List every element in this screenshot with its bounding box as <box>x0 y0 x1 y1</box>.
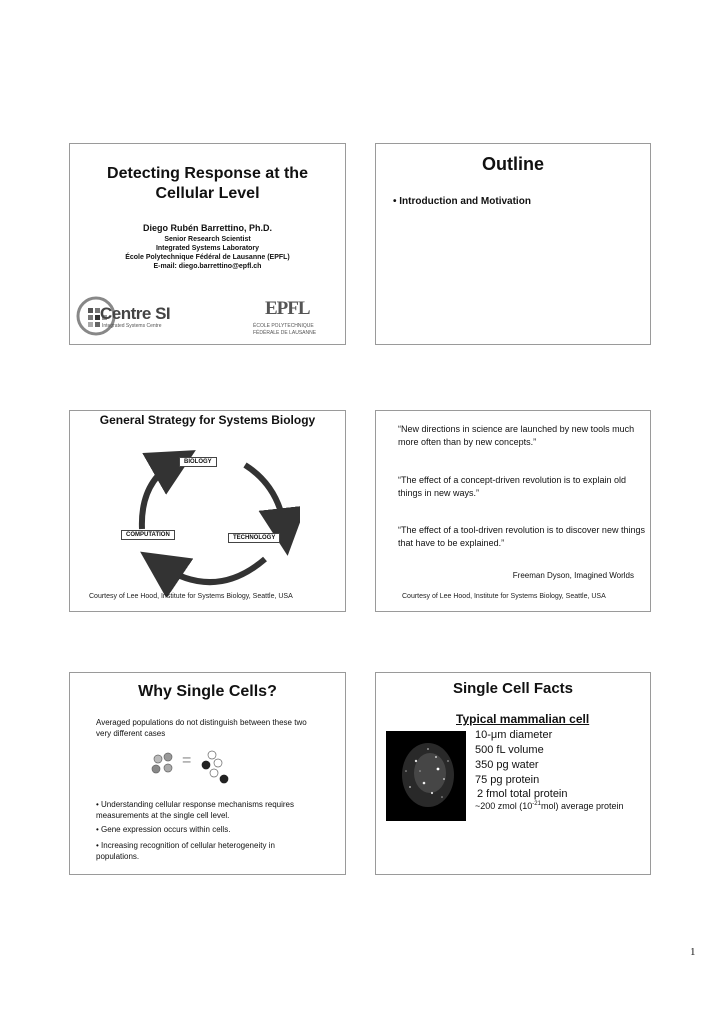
cell-micrograph-image <box>386 731 466 821</box>
why-single-cells-title: Why Single Cells? <box>138 683 277 700</box>
centre-si-logo <box>76 296 206 338</box>
cell-micrograph <box>386 731 466 821</box>
epfl-logo-sub1: ÉCOLE POLYTECHNIQUE <box>253 323 314 329</box>
intro-text: Averaged populations do not distinguish between these two very different cases <box>96 718 307 738</box>
node-biology: BIOLOGY <box>179 457 217 467</box>
title-line-2: Cellular Level <box>155 185 260 202</box>
fact-volume: 500 fL volume <box>475 744 544 756</box>
cycle-diagram <box>120 447 300 597</box>
fact-protein: 75 pg protein <box>475 774 540 786</box>
slide-outline <box>375 143 651 345</box>
arrow-computation-biology <box>142 462 175 529</box>
epfl-logo <box>253 296 333 338</box>
systems-biology-title: General Strategy for Systems Biology <box>99 413 316 427</box>
bullet-2: • Gene expression occurs within cells. <box>96 825 231 834</box>
quote-1: “New directions in science are launched by new tools much more often than by new concepts.” <box>398 424 635 447</box>
quote-3: “The effect of a tool-driven revolution is to discover new things that have to be explained.” <box>398 525 645 548</box>
fact-average-protein-exponent: -21 <box>532 801 541 807</box>
arrow-biology-technology <box>245 465 285 532</box>
courtesy-note: Courtesy of Lee Hood, Institute for Systems Biology, Seattle, USA <box>402 593 606 600</box>
fact-total-protein: 2 fmol total protein <box>477 788 568 800</box>
fact-water: 350 pg water <box>475 759 539 771</box>
outline-item: • Introduction and Motivation <box>393 196 531 207</box>
single-cell-subtitle: Typical mammalian cell <box>456 712 590 726</box>
node-technology: TECHNOLOGY <box>228 533 280 543</box>
node-computation: COMPUTATION <box>121 530 175 540</box>
bullet-3: • Increasing recognition of cellular heterogeneity in populations. <box>96 841 275 861</box>
equals-sign: = <box>182 752 192 769</box>
author-role: Senior Research Scientist <box>164 236 251 243</box>
centre-si-logo-text: Centre SI <box>100 304 171 323</box>
centre-si-logo-subtext: Integrated Systems Centre <box>102 323 162 329</box>
courtesy-note: Courtesy of Lee Hood, Institute for Systems Biology, Seattle, USA <box>89 593 293 600</box>
slide-title-heading <box>70 164 345 204</box>
quote-attribution: Freeman Dyson, Imagined Worlds <box>512 571 634 580</box>
fact-average-protein-pre: ~200 zmol (10 <box>475 801 533 811</box>
arrow-technology-computation <box>160 559 265 582</box>
slide-why-single-cells <box>69 672 346 875</box>
quote-2: “The effect of a concept-driven revolution is to explain old things in new ways.” <box>398 475 626 498</box>
single-cell-facts-title: Single Cell Facts <box>452 680 574 697</box>
slide-title <box>69 143 346 345</box>
epfl-logo-text: EPFL <box>265 298 310 319</box>
slide-single-cell-facts <box>375 672 651 875</box>
page-number: 1 <box>690 946 696 958</box>
slide-quotes <box>375 410 651 612</box>
fact-diameter: 10-μm diameter <box>475 729 553 741</box>
outline-title: Outline <box>482 154 544 174</box>
epfl-logo-sub2: FÉDÉRALE DE LAUSANNE <box>253 330 317 336</box>
cell-population-illustration <box>150 749 250 785</box>
slide-systems-biology <box>69 410 346 612</box>
fact-average-protein <box>475 801 624 811</box>
bullet-1: • Understanding cellular response mechanisms requires measurements at the single cell level. <box>96 800 295 820</box>
author-lab: Integrated Systems Laboratory <box>155 245 260 252</box>
fact-average-protein-post: mol) average protein <box>540 801 624 811</box>
author-school: École Polytechnique Fédéral de Lausanne (EPFL) <box>125 254 290 261</box>
author-email: E-mail: diego.barrettino@epfl.ch <box>153 263 262 270</box>
author-name: Diego Rubén Barrettino, Ph.D. <box>142 223 272 233</box>
title-line-1: Detecting Response at the <box>107 165 308 182</box>
